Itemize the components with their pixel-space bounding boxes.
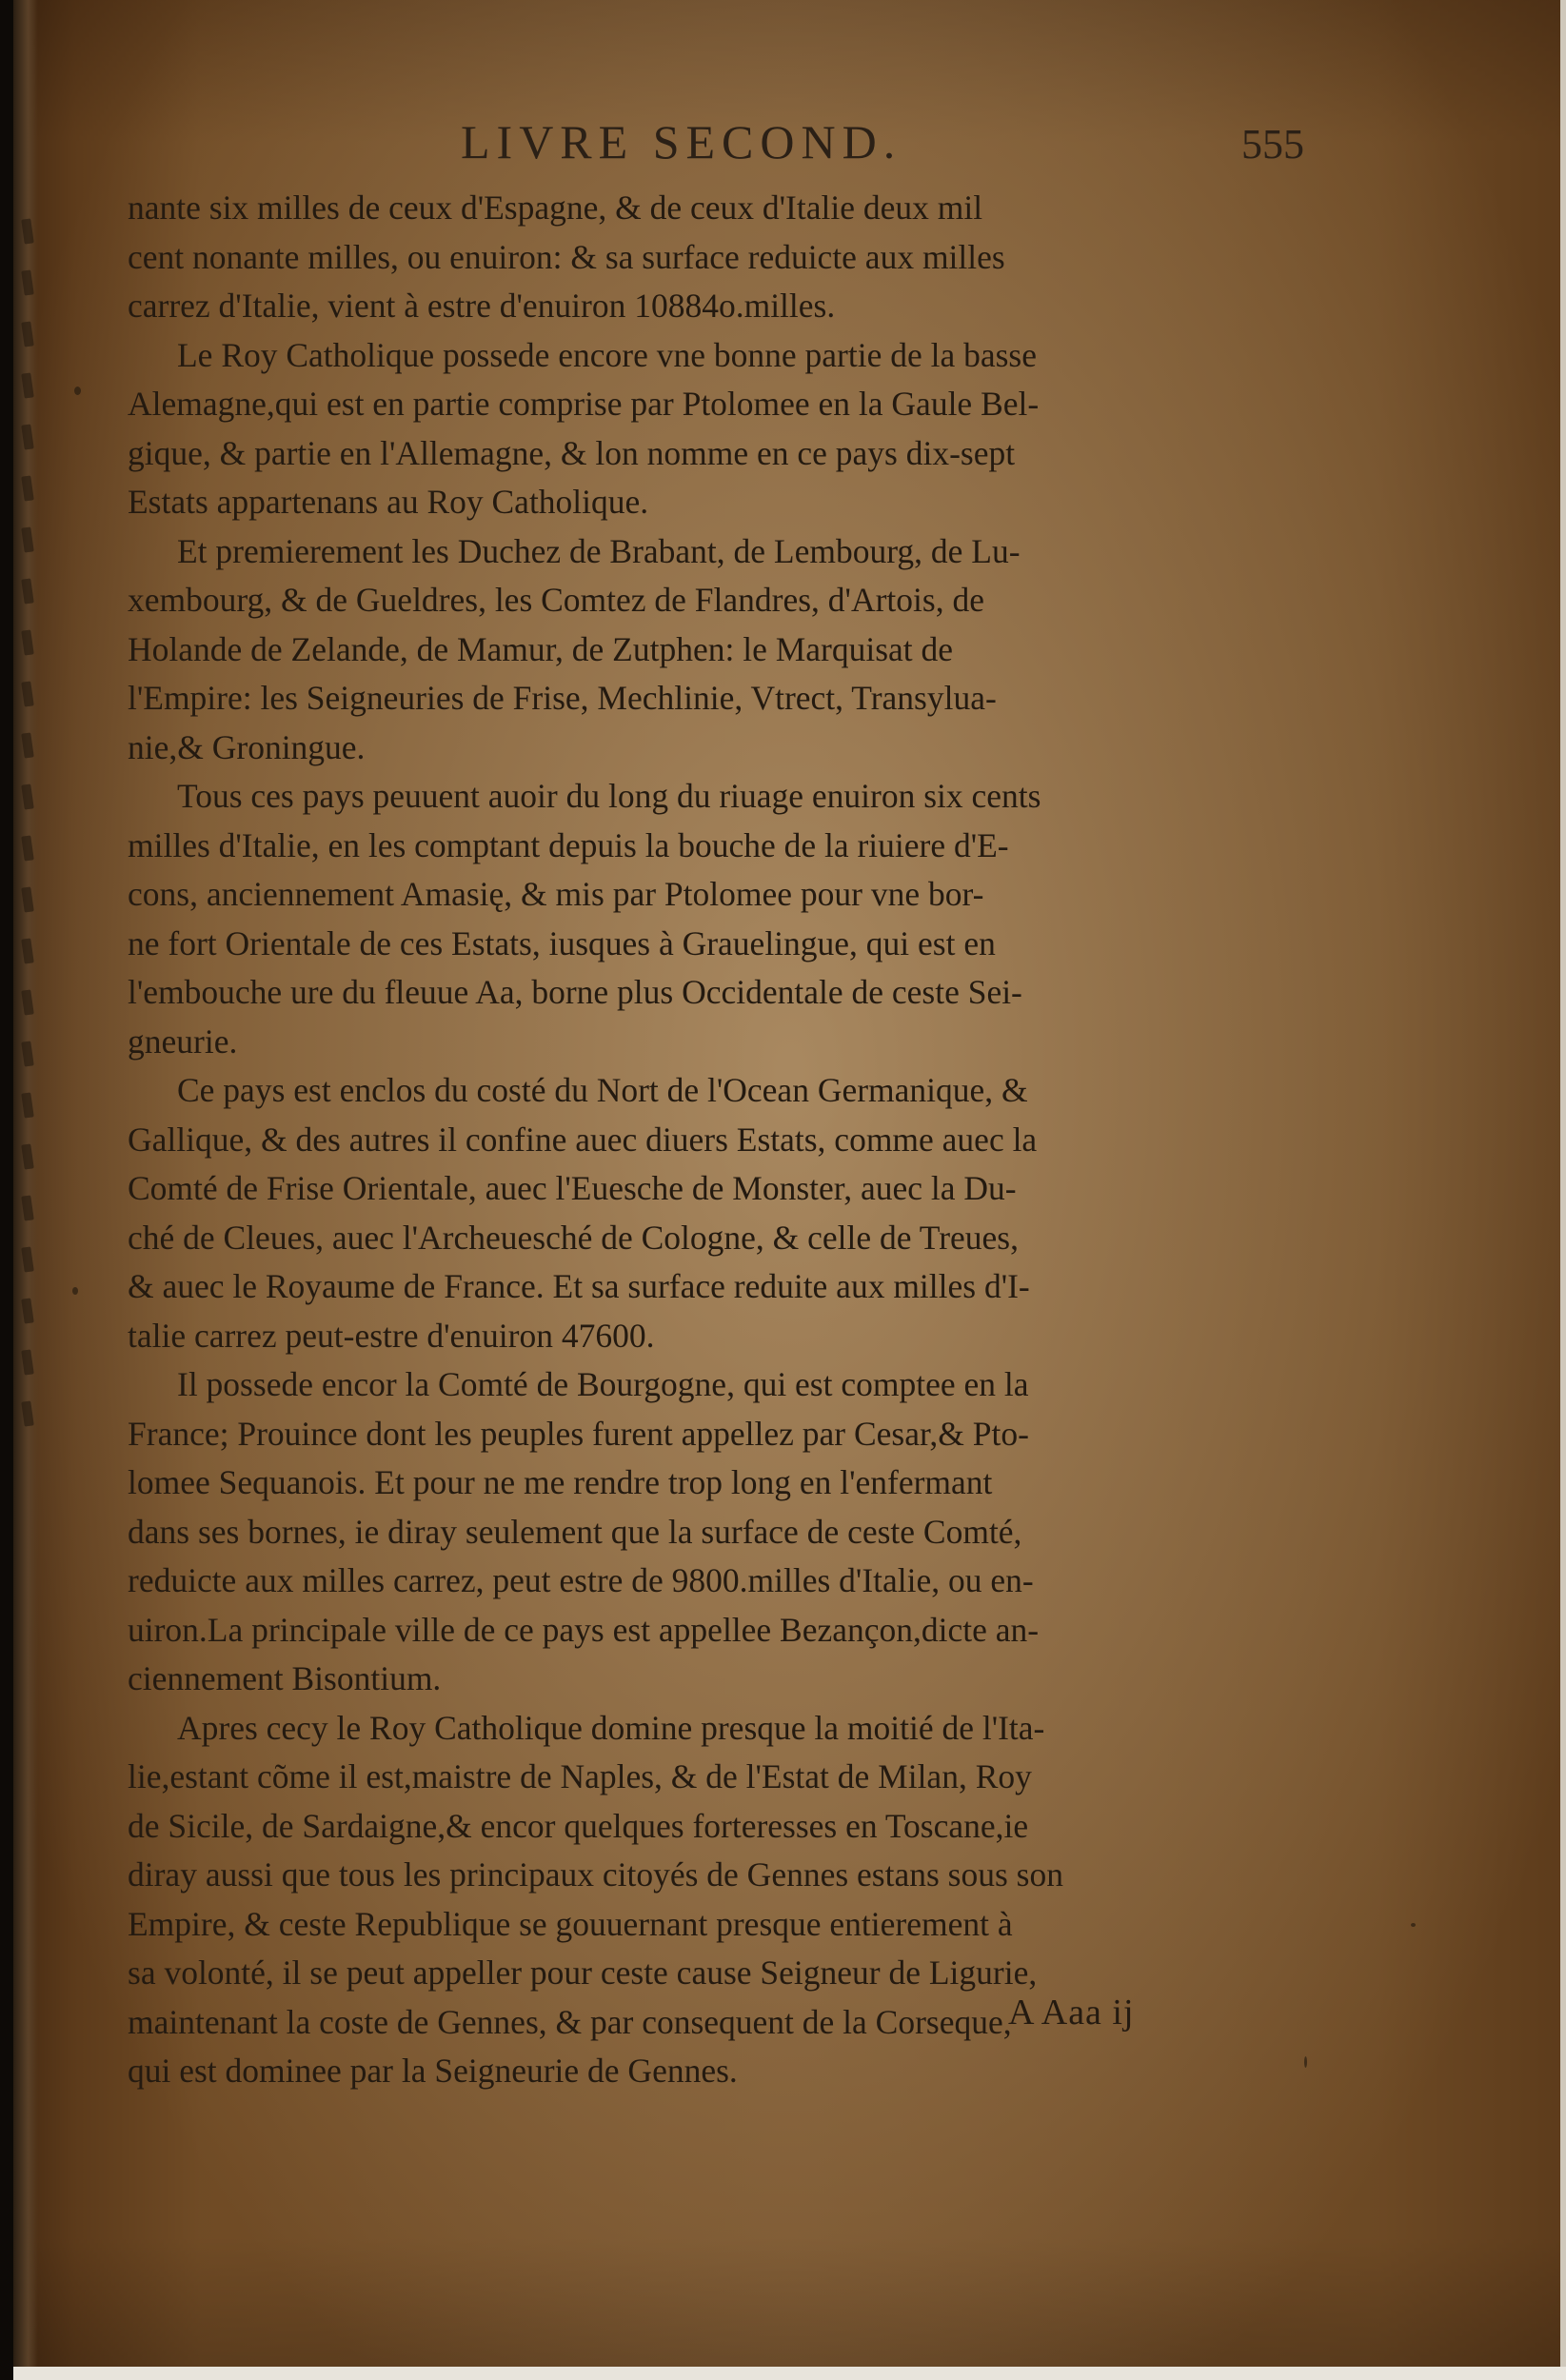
text-line: talie carrez peut-estre d'enuiron 47600. [128, 1316, 655, 1355]
text-line: Et premierement les Duchez de Brabant, de Lembourg, de Lu- [177, 531, 1021, 570]
ink-speck [72, 1287, 78, 1295]
text-line: gneurie. [128, 1021, 238, 1061]
text-line: maintenant la coste de Gennes, & par consequent de la Corseque, [128, 2002, 1012, 2041]
text-line: sa volonté, il se peut appeller pour ceste cause Seigneur de Ligurie, [128, 1954, 1038, 1992]
text-line: dans ses bornes, ie diray seulement que la surface de ceste Comté, [128, 1512, 1022, 1551]
body-text [128, 184, 1294, 2096]
text-line: milles d'Italie, en les comptant depuis la bouche de la riuiere d'E- [128, 825, 1009, 864]
text-line: Il possede encor la Comté de Bourgogne, qui est comptee en la [177, 1365, 1029, 1403]
page-number: 555 [1241, 121, 1304, 168]
text-line: gique, & partie en l'Allemagne, & lon nomme en ce pays dix-sept [128, 433, 1016, 472]
page-header [13, 114, 1566, 181]
text-line: cons, anciennement Amasię, & mis par Ptolomee pour vne bor- [128, 875, 984, 913]
text-line: Apres cecy le Roy Catholique domine presque la moitié de l'Ita- [177, 1708, 1045, 1747]
text-line: Empire, & ceste Republique se gouuernant presque entierement à [128, 1904, 1013, 1943]
text-line: Estats appartenans au Roy Catholique. [128, 483, 649, 521]
text-line: nie,& Groningue. [128, 727, 366, 766]
text-line: ciennement Bisontium. [128, 1659, 442, 1697]
ink-speck [1411, 1923, 1416, 1927]
text-line: Comté de Frise Orientale, auec l'Euesche de Monster, auec la Du- [128, 1169, 1017, 1207]
text-line: cent nonante milles, ou enuiron: & sa surface reduicte aux milles [128, 237, 1005, 276]
text-line: nante six milles de ceux d'Espagne, & de ceux d'Italie deux mil [128, 188, 983, 227]
book-page [13, 0, 1566, 2380]
text-line: ché de Cleues, auec l'Archeuesché de Cologne, & celle de Treues, [128, 1218, 1019, 1257]
text-line: l'embouche ure du fleuue Aa, borne plus Occidentale de ceste Sei- [128, 973, 1022, 1011]
text-line: reduicte aux milles carrez, peut estre de 9800.milles d'Italie, ou en- [128, 1561, 1034, 1599]
signature-mark: A Aaa ij [1008, 1993, 1135, 2033]
text-line: carrez d'Italie, vient à estre d'enuiron 10884o.milles. [128, 287, 836, 325]
ink-speck [1304, 2056, 1307, 2068]
running-title: LIVRE SECOND. [461, 115, 902, 169]
text-line: Ce pays est enclos du costé du Nort de l'Ocean Germanique, & [177, 1071, 1028, 1109]
text-line: Holande de Zelande, de Mamur, de Zutphen: le Marquisat de [128, 629, 954, 668]
text-line: xembourg, & de Gueldres, les Comtez de Flandres, d'Artois, de [128, 581, 984, 619]
page-edge [1560, 0, 1566, 2380]
text-line: lie,estant cõme il est,maistre de Naples, & de l'Estat de Milan, Roy [128, 1757, 1032, 1795]
text-line: Le Roy Catholique possede encore vne bonne partie de la basse [177, 335, 1037, 374]
text-line: de Sicile, de Sardaigne,& encor quelques forteresses en Toscane,ie [128, 1806, 1029, 1845]
text-line: lomee Sequanois. Et pour ne me rendre trop long en l'enfermant [128, 1463, 993, 1501]
show-through-marks [17, 219, 59, 1742]
text-line: Alemagne,qui est en partie comprise par Ptolomee en la Gaule Bel- [128, 385, 1040, 423]
text-line: France; Prouince dont les peuples furent appellez par Cesar,& Pto- [128, 1414, 1029, 1453]
text-line: uiron.La principale ville de ce pays est appellee Bezançon,dicte an- [128, 1610, 1040, 1649]
text-line: & auec le Royaume de France. Et sa surface reduite aux milles d'I- [128, 1267, 1030, 1305]
text-line: qui est dominee par la Seigneurie de Gennes. [128, 2052, 738, 2090]
ink-speck [74, 387, 81, 395]
text-line: l'Empire: les Seigneuries de Frise, Mechlinie, Vtrect, Transylua- [128, 679, 997, 717]
text-line: diray aussi que tous les principaux citoyés de Gennes estans sous son [128, 1855, 1063, 1894]
text-line: Tous ces pays peuuent auoir du long du riuage enuiron six cents [177, 777, 1041, 815]
text-line: ne fort Orientale de ces Estats, iusques à Grauelingue, qui est en [128, 923, 996, 962]
text-line: Gallique, & des autres il confine auec diuers Estats, comme auec la [128, 1120, 1038, 1159]
scan-border [13, 2367, 1566, 2380]
